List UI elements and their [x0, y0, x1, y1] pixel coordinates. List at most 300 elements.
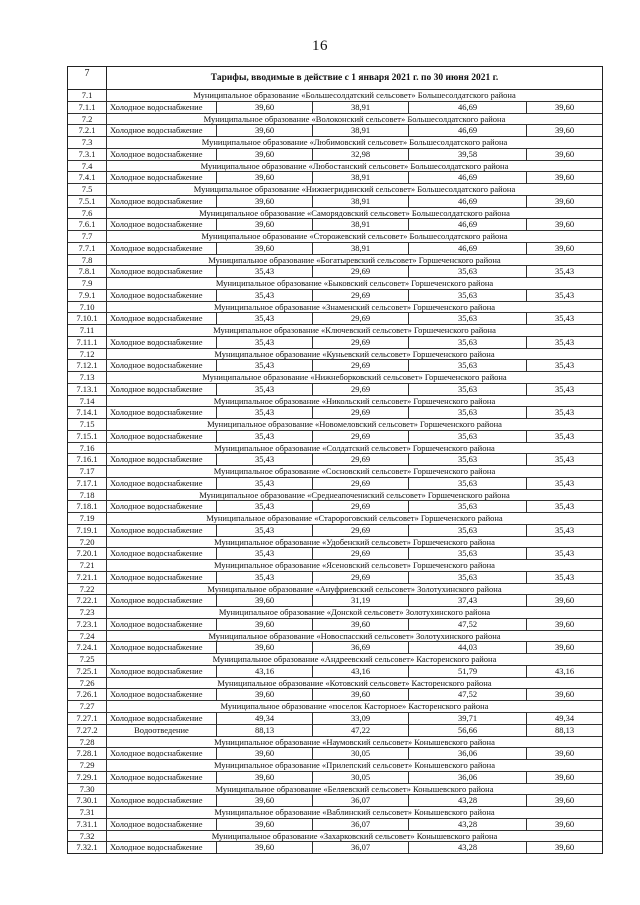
section-number: 7.32 [68, 831, 107, 842]
tariff-value-3: 35,63 [409, 525, 527, 536]
tariff-value-4: 43,16 [554, 665, 575, 676]
service-name: Холодное водоснабжение [107, 290, 217, 301]
row-number: 7.5.1 [68, 196, 107, 207]
tariff-value-4: 39,60 [554, 172, 575, 182]
municipality-name: Муниципальное образование «Любостанский сельсовет» Большесолдатского района [200, 160, 509, 171]
municipality-name: Муниципальное образование «поселок Касторное» Касторенского района [220, 701, 489, 711]
tariff-value-3: 35,63 [409, 454, 527, 465]
service-name: Холодное водоснабжение [107, 795, 217, 806]
tariff-value-1: 35,43 [217, 572, 313, 583]
tariff-value-3: 35,63 [409, 548, 527, 559]
tariff-value-4: 35,43 [554, 477, 575, 488]
tariff-value-1: 39,60 [217, 149, 313, 160]
section-row [68, 784, 602, 796]
municipality-name: Муниципальное образование «Новомеловский сельсовет» Горшеченского района [207, 419, 502, 429]
section-number: 7.16 [68, 443, 107, 454]
section-number: 7.13 [68, 372, 107, 383]
section-row [68, 137, 602, 149]
tariff-value-3: 37,43 [409, 595, 527, 606]
row-number: 7.18.1 [68, 501, 107, 512]
row-number: 7.30.1 [68, 795, 107, 806]
tariff-value-1: 88,13 [217, 725, 313, 736]
section-row [68, 760, 602, 772]
tariff-row [68, 172, 602, 184]
row-number: 7.31.1 [68, 819, 107, 830]
tariff-value-3: 47,52 [409, 619, 527, 630]
section-row [68, 701, 602, 713]
tariff-value-4: 39,60 [554, 842, 575, 852]
section-number: 7.3 [68, 137, 107, 148]
row-number: 7.17.1 [68, 478, 107, 489]
section-row [68, 278, 602, 290]
row-number: 7.27.2 [68, 725, 107, 736]
service-name: Холодное водоснабжение [107, 525, 217, 536]
tariff-row [68, 666, 602, 678]
tariff-row [68, 290, 602, 302]
tariff-value-3: 39,58 [409, 149, 527, 160]
tariff-value-3: 35,63 [409, 572, 527, 583]
row-number: 7.4.1 [68, 172, 107, 183]
tariff-row [68, 478, 602, 490]
row-number: 7.25.1 [68, 666, 107, 677]
section-row [68, 607, 602, 619]
row-number: 7.22.1 [68, 595, 107, 606]
section-number: 7.4 [68, 161, 107, 172]
section-row [68, 631, 602, 643]
section-number: 7.11 [68, 325, 107, 336]
tariff-value-1: 39,60 [217, 219, 313, 230]
municipality-name: Муниципальное образование «Волоконский сельсовет» Большесолдатского района [203, 113, 506, 124]
row-number: 7.26.1 [68, 689, 107, 700]
service-name: Холодное водоснабжение [107, 313, 217, 324]
tariff-row [68, 407, 602, 419]
service-name: Холодное водоснабжение [107, 842, 217, 853]
tariff-row [68, 454, 602, 466]
section-row [68, 513, 602, 525]
section-number: 7.29 [68, 760, 107, 771]
tariff-value-4: 39,60 [554, 148, 575, 159]
tariff-row [68, 689, 602, 701]
municipality-name: Муниципальное образование «Андреевский сельсовет» Касторенского района [212, 654, 497, 664]
tariff-value-1: 49,34 [217, 713, 313, 724]
tariff-row [68, 196, 602, 208]
section-number: 7.8 [68, 255, 107, 266]
tariff-value-1: 39,60 [217, 772, 313, 783]
tariff-value-2: 39,60 [313, 619, 409, 630]
municipality-name: Муниципальное образование «Прилепский сельсовет» Конышевского района [214, 760, 495, 770]
service-name: Холодное водоснабжение [107, 384, 217, 395]
tariff-value-2: 32,98 [313, 149, 409, 160]
tariff-row [68, 572, 602, 584]
row-number: 7.3.1 [68, 149, 107, 160]
tariff-row [68, 525, 602, 537]
tariff-value-1: 39,60 [217, 748, 313, 759]
tariff-value-1: 39,60 [217, 196, 313, 207]
tariff-row [68, 501, 602, 513]
tariff-value-4: 39,60 [554, 195, 575, 206]
tariff-value-3: 35,63 [409, 337, 527, 348]
section-row [68, 678, 602, 690]
service-name: Холодное водоснабжение [107, 266, 217, 277]
service-name: Холодное водоснабжение [107, 454, 217, 465]
municipality-name: Муниципальное образование «Среднеапочениский сельсовет» Горшеченского района [199, 489, 510, 500]
tariff-row [68, 795, 602, 807]
tariff-value-4: 35,43 [554, 407, 575, 417]
section-number: 7.20 [68, 537, 107, 548]
tariff-value-4: 35,43 [554, 289, 575, 300]
row-number: 7.1.1 [68, 102, 107, 113]
tariff-value-4: 35,43 [554, 383, 575, 394]
tariff-value-2: 29,69 [313, 478, 409, 489]
tariff-value-4: 39,60 [554, 125, 575, 135]
row-number: 7.29.1 [68, 772, 107, 783]
section-number: 7.17 [68, 466, 107, 477]
tariff-value-3: 47,52 [409, 689, 527, 700]
municipality-name: Муниципальное образование «Большесолдатский сельсовет» Большесолдатского района [193, 90, 516, 100]
municipality-name: Муниципальное образование «Любимовский сельсовет» Большесолдатского района [201, 137, 508, 147]
section-row [68, 114, 602, 126]
tariff-value-3: 36,06 [409, 748, 527, 759]
tariff-row [68, 772, 602, 784]
tariff-value-3: 39,71 [409, 713, 527, 724]
tariff-value-3: 35,63 [409, 407, 527, 418]
municipality-name: Муниципальное образование «Куньевский сельсовет» Горшеченского района [214, 348, 495, 359]
tariff-value-4: 35,43 [554, 571, 575, 582]
section-row [68, 466, 602, 478]
row-number: 7.14.1 [68, 407, 107, 418]
tariff-value-4: 35,43 [554, 548, 575, 558]
section-row [68, 584, 602, 596]
section-row [68, 737, 602, 749]
municipality-name: Муниципальное образование «Донской сельсовет» Золотухинского района [218, 607, 491, 617]
tariff-value-4: 49,34 [554, 712, 575, 723]
tariff-row [68, 360, 602, 372]
tariff-value-1: 35,43 [217, 313, 313, 324]
tariff-row [68, 842, 602, 853]
section-number: 7.10 [68, 302, 107, 313]
table-header [68, 67, 602, 90]
tariff-value-2: 38,91 [313, 196, 409, 207]
section-row [68, 396, 602, 408]
service-name: Холодное водоснабжение [107, 772, 217, 783]
row-number: 7.8.1 [68, 266, 107, 277]
municipality-name: Муниципальное образование «Знаменский сельсовет» Горшеченского района [213, 301, 496, 312]
section-number: 7.22 [68, 584, 107, 595]
tariff-value-3: 35,63 [409, 501, 527, 512]
tariff-value-4: 35,43 [554, 430, 575, 441]
service-name: Холодное водоснабжение [107, 689, 217, 700]
tariff-row [68, 595, 602, 607]
tariff-value-1: 39,60 [217, 102, 313, 113]
row-number: 7.11.1 [68, 337, 107, 348]
tariff-value-2: 29,69 [313, 360, 409, 371]
tariff-value-2: 29,69 [313, 290, 409, 301]
service-name: Холодное водоснабжение [107, 642, 217, 653]
section-number: 7.2 [68, 114, 107, 125]
row-number: 7.23.1 [68, 619, 107, 630]
tariff-value-3: 36,06 [409, 772, 527, 783]
tariff-value-3: 51,79 [409, 666, 527, 677]
tariff-value-2: 30,05 [313, 772, 409, 783]
tariff-value-2: 31,19 [313, 595, 409, 606]
section-number: 7.9 [68, 278, 107, 289]
tariff-value-2: 29,69 [313, 572, 409, 583]
row-number: 7.9.1 [68, 290, 107, 301]
section-row [68, 372, 602, 384]
tariff-value-2: 29,69 [313, 454, 409, 465]
tariff-value-3: 43,28 [409, 795, 527, 806]
tariff-row [68, 819, 602, 831]
municipality-name: Муниципальное образование «Сосновский сельсовет» Горшеченского района [213, 466, 496, 476]
municipality-name: Муниципальное образование «Ключевский сельсовет» Горшеченского района [213, 325, 496, 335]
tariff-value-3: 35,63 [409, 478, 527, 489]
tariff-value-2: 36,07 [313, 842, 409, 853]
municipality-name: Муниципальное образование «Ясеновский сельсовет» Горшеченского района [214, 560, 495, 570]
service-name: Холодное водоснабжение [107, 431, 217, 442]
service-name: Холодное водоснабжение [107, 102, 217, 113]
municipality-name: Муниципальное образование «Беляевский сельсовет» Конышевского района [215, 783, 494, 794]
section-row [68, 537, 602, 549]
municipality-name: Муниципальное образование «Нижнегридинский сельсовет» Большесолдатского района [193, 184, 516, 194]
section-number: 7.27 [68, 701, 107, 712]
tariff-value-2: 29,69 [313, 337, 409, 348]
section-row [68, 654, 602, 666]
municipality-name: Муниципальное образование «Никольский сельсовет» Горшеченского района [213, 395, 496, 406]
municipality-name: Муниципальное образование «Котовский сельсовет» Касторенского района [217, 677, 492, 688]
tariff-value-2: 29,69 [313, 266, 409, 277]
tariff-row [68, 642, 602, 654]
row-number: 7.19.1 [68, 525, 107, 536]
tariff-row [68, 748, 602, 760]
tariff-row [68, 384, 602, 396]
tariff-value-2: 30,05 [313, 748, 409, 759]
tariff-value-4: 35,43 [554, 313, 575, 323]
tariff-value-3: 43,28 [409, 842, 527, 853]
service-name: Холодное водоснабжение [107, 713, 217, 724]
service-name: Холодное водоснабжение [107, 219, 217, 230]
service-name: Холодное водоснабжение [107, 819, 217, 830]
service-name: Холодное водоснабжение [107, 595, 217, 606]
tariff-value-4: 39,60 [554, 748, 575, 758]
section-row [68, 302, 602, 314]
tariff-value-2: 29,69 [313, 384, 409, 395]
service-name: Водоотведение [107, 725, 217, 736]
row-number: 7.16.1 [68, 454, 107, 465]
service-name: Холодное водоснабжение [107, 125, 217, 136]
section-number: 7.21 [68, 560, 107, 571]
tariff-value-3: 35,63 [409, 290, 527, 301]
tariff-value-2: 29,69 [313, 548, 409, 559]
tariff-value-1: 35,43 [217, 384, 313, 395]
tariff-value-2: 36,69 [313, 642, 409, 653]
municipality-name: Муниципальное образование «Новоспасский сельсовет» Золотухинского района [208, 630, 501, 641]
tariff-value-4: 39,60 [554, 242, 575, 253]
municipality-name: Муниципальное образование «Быковский сельсовет» Горшеченского района [215, 278, 494, 288]
tariff-value-4: 35,43 [554, 360, 575, 370]
tariff-value-2: 36,07 [313, 819, 409, 830]
service-name: Холодное водоснабжение [107, 243, 217, 254]
section-row [68, 161, 602, 173]
tariff-value-4: 35,43 [554, 524, 575, 535]
tariff-value-2: 38,91 [313, 172, 409, 183]
section-number: 7.26 [68, 678, 107, 689]
tariff-value-1: 39,60 [217, 243, 313, 254]
tariff-value-2: 29,69 [313, 431, 409, 442]
tariff-value-4: 39,60 [554, 795, 575, 805]
service-name: Холодное водоснабжение [107, 478, 217, 489]
section-row [68, 349, 602, 361]
tariff-value-1: 43,16 [217, 666, 313, 677]
header-number: 7 [68, 67, 107, 89]
tariff-value-4: 88,13 [554, 724, 575, 735]
tariff-value-1: 35,43 [217, 454, 313, 465]
tariff-row [68, 313, 602, 325]
section-number: 7.6 [68, 208, 107, 219]
tariff-value-2: 29,69 [313, 407, 409, 418]
tariff-value-1: 39,60 [217, 842, 313, 853]
row-number: 7.13.1 [68, 384, 107, 395]
tariff-value-2: 38,91 [313, 219, 409, 230]
service-name: Холодное водоснабжение [107, 172, 217, 183]
municipality-name: Муниципальное образование «Солдатский сельсовет» Горшеченского района [214, 442, 495, 453]
tariff-value-4: 39,60 [554, 818, 575, 829]
municipality-name: Муниципальное образование «Удобенский сельсовет» Горшеченского района [214, 536, 495, 547]
row-number: 7.24.1 [68, 642, 107, 653]
section-row [68, 184, 602, 196]
tariff-value-2: 29,69 [313, 525, 409, 536]
service-name: Холодное водоснабжение [107, 748, 217, 759]
section-row [68, 90, 602, 102]
row-number: 7.10.1 [68, 313, 107, 324]
tariff-value-4: 35,43 [554, 501, 575, 511]
municipality-name: Муниципальное образование «Старороговский сельсовет» Горшеченского района [206, 513, 503, 523]
section-row [68, 560, 602, 572]
municipality-name: Муниципальное образование «Ваблинский сельсовет» Конышевского района [214, 807, 495, 817]
service-name: Холодное водоснабжение [107, 360, 217, 371]
header-title: Тарифы, вводимые в действие с 1 января 2021 г. по 30 июня 2021 г. [210, 73, 499, 83]
service-name: Холодное водоснабжение [107, 149, 217, 160]
tariff-value-3: 56,66 [409, 725, 527, 736]
tariff-row [68, 431, 602, 443]
tariff-value-1: 35,43 [217, 266, 313, 277]
municipality-name: Муниципальное образование «Ануфриевский сельсовет» Золотухинского района [207, 583, 502, 594]
tariff-value-3: 35,63 [409, 360, 527, 371]
section-number: 7.30 [68, 784, 107, 795]
section-row [68, 208, 602, 220]
row-number: 7.6.1 [68, 219, 107, 230]
tariff-value-2: 36,07 [313, 795, 409, 806]
section-number: 7.25 [68, 654, 107, 665]
tariff-row [68, 266, 602, 278]
service-name: Холодное водоснабжение [107, 619, 217, 630]
service-name: Холодное водоснабжение [107, 407, 217, 418]
tariff-value-4: 39,60 [554, 219, 575, 229]
section-number: 7.19 [68, 513, 107, 524]
row-number: 7.7.1 [68, 243, 107, 254]
tariff-table [67, 66, 603, 854]
tariff-value-3: 46,69 [409, 102, 527, 113]
tariff-value-1: 39,60 [217, 795, 313, 806]
tariff-value-1: 39,60 [217, 619, 313, 630]
row-number: 7.15.1 [68, 431, 107, 442]
tariff-value-1: 35,43 [217, 525, 313, 536]
tariff-value-1: 39,60 [217, 642, 313, 653]
tariff-value-1: 39,60 [217, 595, 313, 606]
tariff-value-1: 35,43 [217, 478, 313, 489]
section-row [68, 443, 602, 455]
section-number: 7.14 [68, 396, 107, 407]
section-number: 7.5 [68, 184, 107, 195]
tariff-row [68, 149, 602, 161]
tariff-value-3: 46,69 [409, 125, 527, 136]
section-row [68, 831, 602, 843]
section-number: 7.7 [68, 231, 107, 242]
section-number: 7.1 [68, 90, 107, 101]
service-name: Холодное водоснабжение [107, 572, 217, 583]
section-row [68, 490, 602, 502]
tariff-row [68, 713, 602, 725]
municipality-name: Муниципальное образование «Сторожевский сельсовет» Большесолдатского района [201, 231, 508, 241]
tariff-value-1: 39,60 [217, 125, 313, 136]
section-number: 7.23 [68, 607, 107, 618]
tariff-value-4: 39,60 [554, 101, 575, 112]
tariff-value-4: 35,43 [554, 266, 575, 276]
tariff-value-1: 39,60 [217, 819, 313, 830]
tariff-value-2: 39,60 [313, 689, 409, 700]
section-number: 7.31 [68, 807, 107, 818]
tariff-value-4: 35,43 [554, 454, 575, 464]
tariff-value-1: 39,60 [217, 172, 313, 183]
tariff-value-4: 39,60 [554, 771, 575, 782]
section-row [68, 325, 602, 337]
tariff-value-1: 35,43 [217, 290, 313, 301]
tariff-row [68, 125, 602, 137]
tariff-value-3: 35,63 [409, 384, 527, 395]
service-name: Холодное водоснабжение [107, 501, 217, 512]
tariff-value-1: 35,43 [217, 501, 313, 512]
tariff-value-1: 35,43 [217, 337, 313, 348]
municipality-name: Муниципальное образование «Нижнеборковский сельсовет» Горшеченского района [202, 372, 507, 382]
tariff-value-4: 35,43 [554, 336, 575, 347]
tariff-value-3: 35,63 [409, 313, 527, 324]
tariff-value-3: 46,69 [409, 172, 527, 183]
tariff-value-2: 38,91 [313, 102, 409, 113]
tariff-value-1: 35,43 [217, 360, 313, 371]
tariff-value-2: 33,09 [313, 713, 409, 724]
tariff-row [68, 219, 602, 231]
tariff-value-2: 29,69 [313, 313, 409, 324]
row-number: 7.20.1 [68, 548, 107, 559]
tariff-value-1: 35,43 [217, 548, 313, 559]
tariff-value-3: 46,69 [409, 243, 527, 254]
row-number: 7.12.1 [68, 360, 107, 371]
municipality-name: Муниципальное образование «Захарковский сельсовет» Конышевского района [211, 830, 498, 841]
section-number: 7.24 [68, 631, 107, 642]
row-number: 7.21.1 [68, 572, 107, 583]
service-name: Холодное водоснабжение [107, 548, 217, 559]
section-row [68, 231, 602, 243]
page-number: 16 [312, 38, 328, 54]
tariff-value-2: 38,91 [313, 125, 409, 136]
tariff-value-4: 39,60 [554, 595, 575, 605]
tariff-value-1: 35,43 [217, 407, 313, 418]
section-number: 7.15 [68, 419, 107, 430]
municipality-name: Муниципальное образование «Саморядовский сельсовет» Большесолдатского района [199, 207, 510, 218]
tariff-value-3: 35,63 [409, 431, 527, 442]
tariff-row [68, 243, 602, 255]
tariff-row [68, 725, 602, 737]
tariff-value-2: 43,16 [313, 666, 409, 677]
